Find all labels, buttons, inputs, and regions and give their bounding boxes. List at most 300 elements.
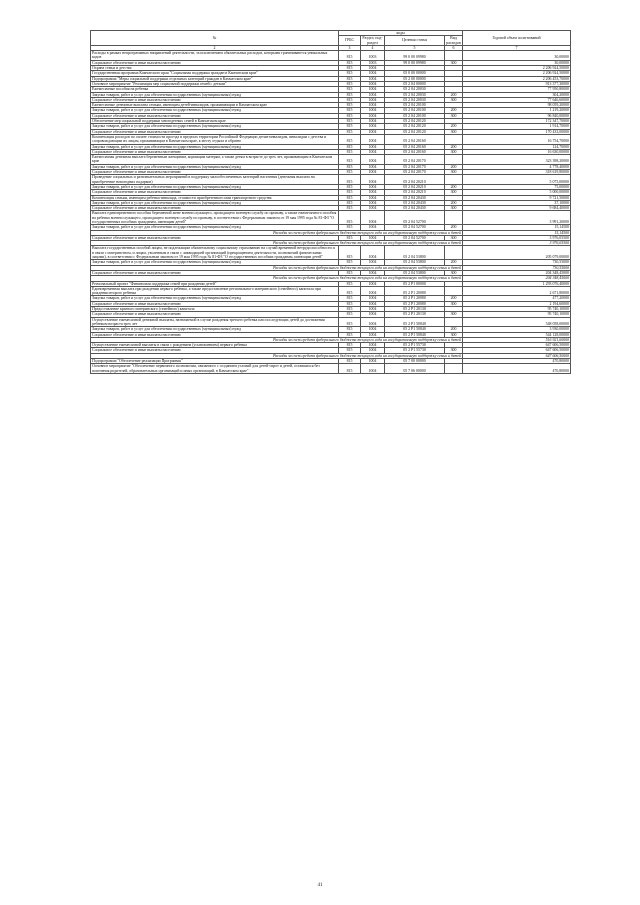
row-vid: 300: [445, 149, 463, 154]
row-name: Предоставление краевого материнского (семейного) капитала: [91, 307, 339, 312]
row-grbs: 815: [339, 60, 361, 65]
row-vid: 300: [445, 270, 463, 275]
row-cel: 05 2 04 20430: [385, 195, 445, 200]
row-grbs: 815: [339, 87, 361, 92]
row-amount: 304,20000: [463, 92, 571, 97]
row-amount: 170 433,00000: [463, 129, 571, 134]
row-amount: 913 377,30000: [463, 81, 571, 86]
row-cel: 05 2 04 20120: [385, 124, 445, 129]
row-vid: 300: [445, 301, 463, 306]
row-razdel: 1004: [361, 103, 385, 108]
row-cel: 05 2 P1 50840: [385, 327, 445, 332]
row-vid: [445, 175, 463, 185]
row-cel: 05 2 04 20170: [385, 170, 445, 175]
row-razdel: 1004: [361, 119, 385, 124]
row-cel: 05 2 P1 50840: [385, 317, 445, 327]
row-amount: 470,80000: [463, 359, 571, 364]
row-vid: 200: [445, 296, 463, 301]
row-razdel: 1003: [361, 51, 385, 61]
table-row: [91, 364, 571, 374]
row-cel: 05 2 04 20210: [385, 184, 445, 189]
row-grbs: 815: [339, 225, 361, 230]
row-razdel: 1004: [361, 149, 385, 154]
note-amount: 516 921,60000: [463, 337, 571, 342]
row-amount: 4 778,40000: [463, 164, 571, 169]
row-name: Закупка товаров, работ и услуг для обеспечения государственных (муниципальных) нужд: [91, 200, 339, 205]
row-razdel: 1004: [361, 76, 385, 81]
row-cel: 05 2 00 00000: [385, 76, 445, 81]
row-grbs: 815: [339, 134, 361, 144]
row-amount: 1 219,20000: [463, 108, 571, 113]
row-grbs: 815: [339, 71, 361, 76]
row-cel: 05 7 00 00000: [385, 359, 445, 364]
row-name: Расходы в рамках непрограммных направлений деятельности, за исключением обязательных расходов, которыми граничиваются уникальных кодов: [91, 51, 339, 61]
row-razdel: 1004: [361, 97, 385, 102]
table-body: [91, 51, 571, 374]
note-amount: 15,14500: [463, 230, 571, 235]
row-amount: 124,70000: [463, 144, 571, 149]
row-cel: 05 2 04 53800: [385, 246, 445, 260]
row-cel: 05 2 04 20120: [385, 129, 445, 134]
row-razdel: 1004: [361, 129, 385, 134]
row-amount: 5 000,00000: [463, 190, 571, 195]
row-amount: 77 950,80000: [463, 87, 571, 92]
row-vid: [445, 286, 463, 296]
row-name: Подпрограмма "Обеспечение реализации Программы": [91, 359, 339, 364]
row-razdel: 1004: [361, 286, 385, 296]
row-name: Компенсация семьям, имеющим ребенка-инвалида, стоимости приобретенного ими транспортного средства: [91, 195, 339, 200]
row-name: Социальное обеспечение и иные выплаты населению: [91, 60, 339, 65]
row-grbs: 815: [339, 332, 361, 337]
row-razdel: 1004: [361, 92, 385, 97]
row-vid: [445, 364, 463, 374]
row-grbs: 815: [339, 119, 361, 124]
column-number: 7: [463, 45, 571, 50]
row-amount: 2 206 924,50000: [463, 66, 571, 71]
row-amount: 2 194,60000: [463, 301, 571, 306]
row-razdel: 1004: [361, 359, 385, 364]
row-razdel: 1004: [361, 206, 385, 211]
row-vid: 300: [445, 60, 463, 65]
row-cel: 05 2 04 52700: [385, 211, 445, 225]
row-vid: [445, 211, 463, 225]
row-cel: 05 2 04 52700: [385, 235, 445, 240]
row-grbs: 815: [339, 51, 361, 61]
row-name: Социальное обеспечение и иные выплаты населению: [91, 113, 339, 118]
row-vid: 200: [445, 164, 463, 169]
row-name: Обеспечение мер социальной поддержки многодетных семей в Камчатском крае: [91, 119, 339, 124]
page-number: 41: [317, 883, 323, 888]
row-vid: [445, 317, 463, 327]
row-razdel: 1004: [361, 332, 385, 337]
row-cel: 05 2 04 20430: [385, 200, 445, 205]
row-grbs: 815: [339, 66, 361, 71]
row-razdel: 1004: [361, 87, 385, 92]
table-row: [91, 175, 571, 185]
row-razdel: 1004: [361, 260, 385, 265]
row-name: Осуществление ежемесячной денежной выплаты, назначаемой в случае рождения третьего ребенка или последующих детей до достижения ребенком возраста трех лет: [91, 317, 339, 327]
row-name: Социальное обеспечение и иные выплаты населению: [91, 348, 339, 353]
row-name: Закупка товаров, работ и услуг для обеспечения государственных (муниципальных) нужд: [91, 92, 339, 97]
row-amount: 98 059,20000: [463, 103, 571, 108]
row-razdel: 1004: [361, 175, 385, 185]
column-number: 4: [361, 45, 385, 50]
row-name: Закупка товаров, работ и услуг для обеспечения государственных (муниципальных) нужд: [91, 327, 339, 332]
row-name: Социальное обеспечение и иные выплаты населению: [91, 270, 339, 275]
row-grbs: 815: [339, 200, 361, 205]
row-grbs: 815: [339, 164, 361, 169]
row-grbs: 815: [339, 281, 361, 286]
row-amount: 95 740,10000: [463, 312, 571, 317]
row-grbs: 815: [339, 235, 361, 240]
row-vid: [445, 155, 463, 165]
row-cel: 05 2 04 20100: [385, 103, 445, 108]
row-grbs: 815: [339, 103, 361, 108]
row-grbs: 815: [339, 270, 361, 275]
table-row: [91, 134, 571, 144]
row-amount: 1 293 076,40000: [463, 281, 571, 286]
row-cel: 05 2 P1 20130: [385, 307, 445, 312]
row-name: Государственная программа Камчатского края "Социальная поддержка граждан в Камчатском крае": [91, 71, 339, 76]
row-vid: 200: [445, 124, 463, 129]
row-name: Охрана семьи и детства: [91, 66, 339, 71]
row-razdel: 1004: [361, 296, 385, 301]
row-name: Ежемесячная денежная выплата беременным женщинам, кормящим матерям, а также детям в возрасте до трех лет, проживающим в Камчатском крае: [91, 155, 339, 165]
row-cel: 05 2 P1 20080: [385, 301, 445, 306]
row-amount: 647 606,50000: [463, 343, 571, 348]
row-amount: 323 398,20000: [463, 155, 571, 165]
row-name: Социальное обеспечение и иные выплаты населению: [91, 235, 339, 240]
row-grbs: 815: [339, 76, 361, 81]
row-amount: 172 347,70000: [463, 119, 571, 124]
row-cel: 05 2 04 53800: [385, 260, 445, 265]
table-row: [91, 211, 571, 225]
row-amount: 470,80000: [463, 364, 571, 374]
row-grbs: 815: [339, 301, 361, 306]
budget-table-page: [90, 30, 570, 374]
table-row: [91, 317, 571, 327]
row-name: Социальное обеспечение и иные выплаты населению: [91, 190, 339, 195]
row-vid: 200: [445, 92, 463, 97]
row-cel: 05 2 04 53800: [385, 270, 445, 275]
row-name: Закупка товаров, работ и услуг для обеспечения государственных (муниципальных) нужд: [91, 184, 339, 189]
note-text: Расходы за счет средств федерального бюджета текущего года на государственную поддержку семьи и детей: [91, 230, 463, 235]
row-grbs: 815: [339, 129, 361, 134]
row-razdel: 1004: [361, 190, 385, 195]
row-name: Социальное обеспечение и иные выплаты населению: [91, 149, 339, 154]
header-razdel: Раздел, под-раздел: [362, 36, 383, 45]
row-amount: 75,00000: [463, 184, 571, 189]
row-name: Социальное обеспечение и иные выплаты населению: [91, 129, 339, 134]
row-grbs: 815: [339, 312, 361, 317]
table-row: [91, 246, 571, 260]
row-name: Основное мероприятие "Обеспечение первичного полномочия, связанного с созданием условий для детей-сирот и детей, оставшихся без попечения родителей, образовательных организаций и иных организаций, в Камчатском крае": [91, 364, 339, 374]
row-vid: 200: [445, 260, 463, 265]
row-vid: 300: [445, 113, 463, 118]
row-razdel: 1004: [361, 317, 385, 327]
table-row: [91, 51, 571, 61]
row-razdel: 1004: [361, 124, 385, 129]
column-number: 6: [445, 45, 463, 50]
row-cel: 05 2 04 20100: [385, 108, 445, 113]
row-vid: 200: [445, 225, 463, 230]
row-cel: 05 2 P1 00000: [385, 281, 445, 286]
row-name: Закупка товаров, работ и услуг для обеспечения государственных (муниципальных) нужд: [91, 108, 339, 113]
row-name: Осуществление ежемесячной выплаты в связи с рождением (усыновлением) первого ребенка: [91, 343, 339, 348]
row-cel: 05 2 04 20210: [385, 190, 445, 195]
header-volume: Годовой объем ассигнований: [463, 31, 571, 46]
row-cel: 05 2 04 20160: [385, 144, 445, 149]
row-amount: 16 754,70000: [463, 134, 571, 144]
table-row: [91, 286, 571, 296]
row-amount: 205 079,00000: [463, 246, 571, 260]
row-cel: 05 2 P1 20080: [385, 286, 445, 296]
header-cel: Целевая статья: [385, 36, 445, 46]
row-cel: 05 2 P1 50840: [385, 332, 445, 337]
budget-table: [90, 30, 571, 374]
row-grbs: 815: [339, 359, 361, 364]
row-grbs: 815: [339, 124, 361, 129]
row-razdel: 1004: [361, 134, 385, 144]
row-name: Закупка товаров, работ и услуг для обеспечения государственных (муниципальных) нужд: [91, 124, 339, 129]
row-cel: 05 7 06 00000: [385, 364, 445, 374]
row-name: Проведение социальных и развлекательных мероприятий в поддержку малообеспеченных категорий населения (денежная выплата на приобретение новогодних подарков): [91, 175, 339, 185]
row-razdel: 1004: [361, 108, 385, 113]
row-cel: 05 2 04 20120: [385, 119, 445, 124]
row-vid: 300: [445, 129, 463, 134]
note-amount: 204 348,45000: [463, 276, 571, 281]
row-cel: 05 2 04 20170: [385, 164, 445, 169]
row-grbs: 815: [339, 246, 361, 260]
row-grbs: 815: [339, 92, 361, 97]
row-grbs: 815: [339, 286, 361, 296]
row-grbs: 815: [339, 260, 361, 265]
row-name: Закупка товаров, работ и услуг для обеспечения государственных (муниципальных) нужд: [91, 144, 339, 149]
row-razdel: 1004: [361, 81, 385, 86]
row-amount: 3 976,05500: [463, 235, 571, 240]
row-amount: 544 128,00000: [463, 332, 571, 337]
row-grbs: 815: [339, 113, 361, 118]
row-amount: 9 684,40000: [463, 206, 571, 211]
table-row: [91, 155, 571, 165]
row-amount: 96 840,00000: [463, 113, 571, 118]
row-cel: 05 2 04 00000: [385, 81, 445, 86]
row-grbs: 815: [339, 184, 361, 189]
row-vid: 300: [445, 190, 463, 195]
row-grbs: 815: [339, 144, 361, 149]
row-amount: 730,55000: [463, 260, 571, 265]
note-text: Расходы за счет средств федерального бюджета текущего года на государственную поддержку семьи и детей: [91, 353, 463, 358]
row-name: Ежемесячные пособия на ребенка: [91, 87, 339, 92]
row-cel: 05 2 04 20170: [385, 155, 445, 165]
row-cel: 05 2 04 20030: [385, 92, 445, 97]
row-grbs: 815: [339, 364, 361, 374]
row-grbs: 815: [339, 81, 361, 86]
row-vid: 300: [445, 170, 463, 175]
row-grbs: 815: [339, 307, 361, 312]
row-amount: 318 619,80000: [463, 170, 571, 175]
row-razdel: 1004: [361, 281, 385, 286]
row-name: Закупка товаров, работ и услуг для обеспечения государственных (муниципальных) нужд: [91, 296, 339, 301]
column-number: 3: [339, 45, 361, 50]
row-grbs: 815: [339, 190, 361, 195]
row-amount: 77 646,60000: [463, 97, 571, 102]
row-amount: 15,14500: [463, 225, 571, 230]
row-grbs: 815: [339, 155, 361, 165]
row-name: Основное мероприятие "Реализация мер социальной поддержки семей с детьми": [91, 81, 339, 86]
row-razdel: 1004: [361, 155, 385, 165]
row-cel: 05 2 04 20160: [385, 134, 445, 144]
row-razdel: 1004: [361, 170, 385, 175]
row-amount: 30,00000: [463, 51, 571, 61]
row-amount: 37,10000: [463, 200, 571, 205]
row-razdel: 1004: [361, 144, 385, 149]
row-razdel: 1003: [361, 60, 385, 65]
row-cel: 99 0 00 09980: [385, 60, 445, 65]
note-text: Расходы за счет средств федерального бюджета текущего года на государственную поддержку семьи и детей: [91, 337, 463, 342]
row-name: Закупка товаров, работ и услуг для обеспечения государственных (муниципальных) нужд: [91, 164, 339, 169]
row-amount: 204 348,45000: [463, 270, 571, 275]
row-cel: 05 0 00 00000: [385, 71, 445, 76]
row-name: Социальное обеспечение и иные выплаты населению: [91, 332, 339, 337]
column-number: 5: [385, 45, 445, 50]
row-cel: 05 2 04 52700: [385, 225, 445, 230]
row-grbs: 815: [339, 97, 361, 102]
column-number: 2: [91, 45, 339, 50]
row-amount: 3 930,00000: [463, 327, 571, 332]
row-name: Компенсация расходов по оплате стоимости проезда в пределах территории Российской Федерации детям-инвалидам, инвалидам с детства и сопровождающим их лицам, проживающим в Камчатском крае, к месту отдыха и обратно: [91, 134, 339, 144]
row-name: Выплата государственных пособий лицам, не подлежащим обязательному социальному страхованию на случай временной нетрудоспособности и в связи с материнством, и лицам, уволенным в связи с ликвидацией организаций (прекращением деятельности, полномочий физическими лицами), в соответствии с Федеральным законом от 19 мая 1995 года № 81-ФЗ "О государственных пособиях гражданам, имеющим детей": [91, 246, 339, 260]
row-grbs: 815: [339, 175, 361, 185]
row-grbs: 815: [339, 348, 361, 353]
row-razdel: 1004: [361, 71, 385, 76]
row-razdel: 1004: [361, 307, 385, 312]
row-razdel: 1004: [361, 164, 385, 169]
row-vid: [445, 51, 463, 61]
row-cel: 05 2 P1 55730: [385, 343, 445, 348]
row-amount: 3 991,20000: [463, 211, 571, 225]
header-vid: Вид расходов: [446, 36, 461, 45]
row-vid: 300: [445, 97, 463, 102]
row-grbs: 815: [339, 296, 361, 301]
row-name: Выплата единовременного пособия беременной жене военнослужащего, проходящего военную службу по призыву, а также ежемесячного пособия на ребенка военнослужащего, проходящего военную службу по призыву, в соответствии с Федеральным законом от 19 мая 1995 года № 81-ФЗ "О государственных пособиях гражданам, имеющим детей": [91, 211, 339, 225]
row-amount: 2 206 453,70000: [463, 76, 571, 81]
row-amount: 1 914,70000: [463, 124, 571, 129]
row-name: Социальное обеспечение и иные выплаты населению: [91, 97, 339, 102]
row-vid: 300: [445, 206, 463, 211]
row-cel: 05 2 04 20030: [385, 97, 445, 102]
row-amount: 9 721,50000: [463, 195, 571, 200]
row-razdel: 1004: [361, 246, 385, 260]
row-cel: 05 2 04 20100: [385, 113, 445, 118]
note-amount: 647 606,50000: [463, 353, 571, 358]
row-grbs: 815: [339, 195, 361, 200]
row-vid: 300: [445, 348, 463, 353]
row-razdel: 1004: [361, 211, 385, 225]
row-grbs: 815: [339, 108, 361, 113]
row-cel: 05 2 04 20030: [385, 87, 445, 92]
row-vid: 200: [445, 144, 463, 149]
note-amount: 730,55000: [463, 265, 571, 270]
row-razdel: 1004: [361, 343, 385, 348]
row-vid: 300: [445, 235, 463, 240]
row-razdel: 1004: [361, 66, 385, 71]
row-cel: 05 2 04 20210: [385, 175, 445, 185]
note-text: Расходы за счет средств федерального бюджета текущего года на государственную поддержку семьи и детей: [91, 265, 463, 270]
row-amount: 5 075,00000: [463, 175, 571, 185]
row-razdel: 1004: [361, 184, 385, 189]
row-cel: 05 2 04 20430: [385, 206, 445, 211]
row-razdel: 1004: [361, 200, 385, 205]
row-name: Закупка товаров, работ и услуг для обеспечения государственных (муниципальных) нужд: [91, 260, 339, 265]
row-amount: 548 058,00000: [463, 317, 571, 327]
row-grbs: 815: [339, 206, 361, 211]
row-cel: 05 2 P1 20080: [385, 296, 445, 301]
row-razdel: 1004: [361, 348, 385, 353]
row-amount: 647 606,50000: [463, 348, 571, 353]
row-vid: 200: [445, 184, 463, 189]
row-amount: 95 740,10000: [463, 307, 571, 312]
row-amount: 16 630,00000: [463, 149, 571, 154]
row-name: Закупка товаров, работ и услуг для обеспечения государственных (муниципальных) нужд: [91, 225, 339, 230]
row-amount: 477,20000: [463, 296, 571, 301]
row-grbs: 815: [339, 211, 361, 225]
row-name: Единовременная выплата при рождении первого ребенка, а также предоставление регионального материнского (семейного) капитала при рождении второго ребенка: [91, 286, 339, 296]
row-razdel: 1004: [361, 301, 385, 306]
row-grbs: 815: [339, 317, 361, 327]
header-no: №: [91, 31, 339, 46]
row-name: Социальное обеспечение и иные выплаты населению: [91, 312, 339, 317]
row-name: Региональный проект "Финансовая поддержка семей при рождении детей": [91, 281, 339, 286]
row-name: Подпрограмма "Меры социальной поддержки отдельных категорий граждан в Камчатском крае": [91, 76, 339, 81]
row-amount: 2 671,80000: [463, 286, 571, 296]
row-grbs: 815: [339, 149, 361, 154]
row-grbs: 815: [339, 343, 361, 348]
row-name: Социальное обеспечение и иные выплаты населению: [91, 206, 339, 211]
row-razdel: 1004: [361, 270, 385, 275]
row-vid: 200: [445, 108, 463, 113]
row-razdel: 1004: [361, 113, 385, 118]
row-grbs: 815: [339, 170, 361, 175]
row-vid: [445, 134, 463, 144]
row-razdel: 1004: [361, 364, 385, 374]
row-razdel: 1004: [361, 225, 385, 230]
row-name: Социальное обеспечение и иные выплаты населению: [91, 170, 339, 175]
row-cel: 05 2 04 20160: [385, 149, 445, 154]
row-cel: 05 2 P1 55730: [385, 348, 445, 353]
row-cel: 99 0 00 09980: [385, 51, 445, 61]
note-text: Расходы за счет средств федерального бюджета текущего года на государственную поддержку семьи и детей: [91, 276, 463, 281]
row-amount: 2 206 924,50000: [463, 71, 571, 76]
row-razdel: 1004: [361, 235, 385, 240]
row-cel: 05 2 P1 20130: [385, 312, 445, 317]
header-codes: коды: [339, 31, 463, 36]
row-razdel: 1004: [361, 195, 385, 200]
row-vid: 200: [445, 200, 463, 205]
row-vid: 300: [445, 312, 463, 317]
row-name: Социальное обеспечение и иные выплаты населению: [91, 301, 339, 306]
row-razdel: 1004: [361, 312, 385, 317]
row-grbs: 815: [339, 327, 361, 332]
row-name: Ежемесячные денежные выплаты семьям, имеющим детей-инвалидов, проживающим в Камчатском крае: [91, 103, 339, 108]
row-vid: 200: [445, 327, 463, 332]
note-amount: 3 976,05500: [463, 241, 571, 246]
row-vid: 300: [445, 332, 463, 337]
note-text: Расходы за счет средств федерального бюджета текущего года на государственную поддержку семьи и детей: [91, 241, 463, 246]
row-razdel: 1004: [361, 327, 385, 332]
row-vid: [445, 246, 463, 260]
row-amount: 30,00000: [463, 60, 571, 65]
